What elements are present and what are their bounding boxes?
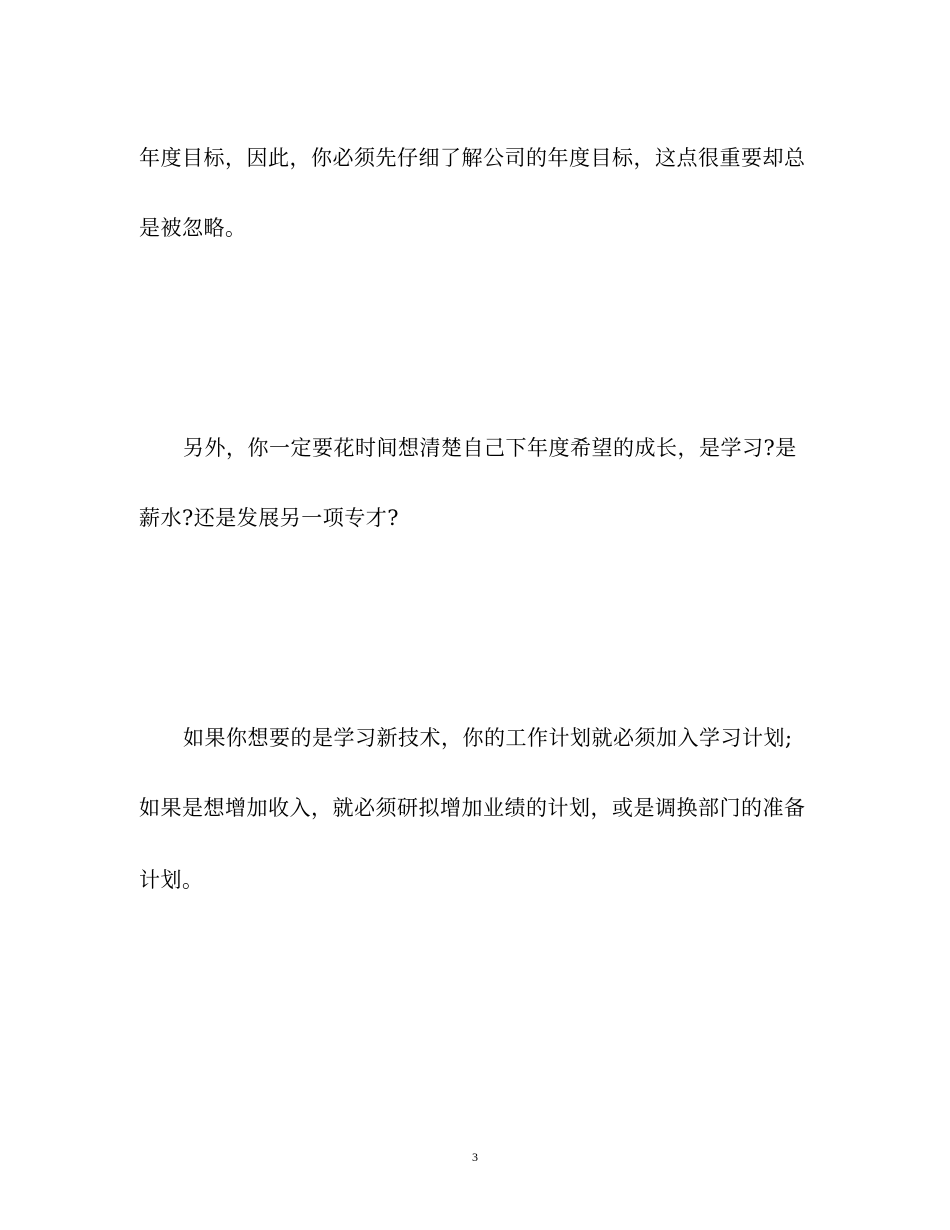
paragraph-1-line-1: 年度目标，因此，你必须先仔细了解公司的年度目标，这点很重要却总: [139, 146, 806, 170]
paragraph-3-line-2: 如果是想增加收入，就必须研拟增加业绩的计划，或是调换部门的准备: [139, 796, 806, 820]
page-number: 3: [472, 1150, 478, 1164]
paragraph-1-line-2: 是被忽略。: [139, 216, 247, 240]
paragraph-3-line-3: 计划。: [139, 868, 204, 892]
paragraph-2-line-2: 薪水?还是发展另一项专才?: [139, 506, 400, 530]
paragraph-2-line-1: 另外，你一定要花时间想清楚自己下年度希望的成长，是学习?是: [183, 436, 797, 460]
paragraph-3-line-1: 如果你想要的是学习新技术，你的工作计划就必须加入学习计划;: [183, 726, 793, 750]
